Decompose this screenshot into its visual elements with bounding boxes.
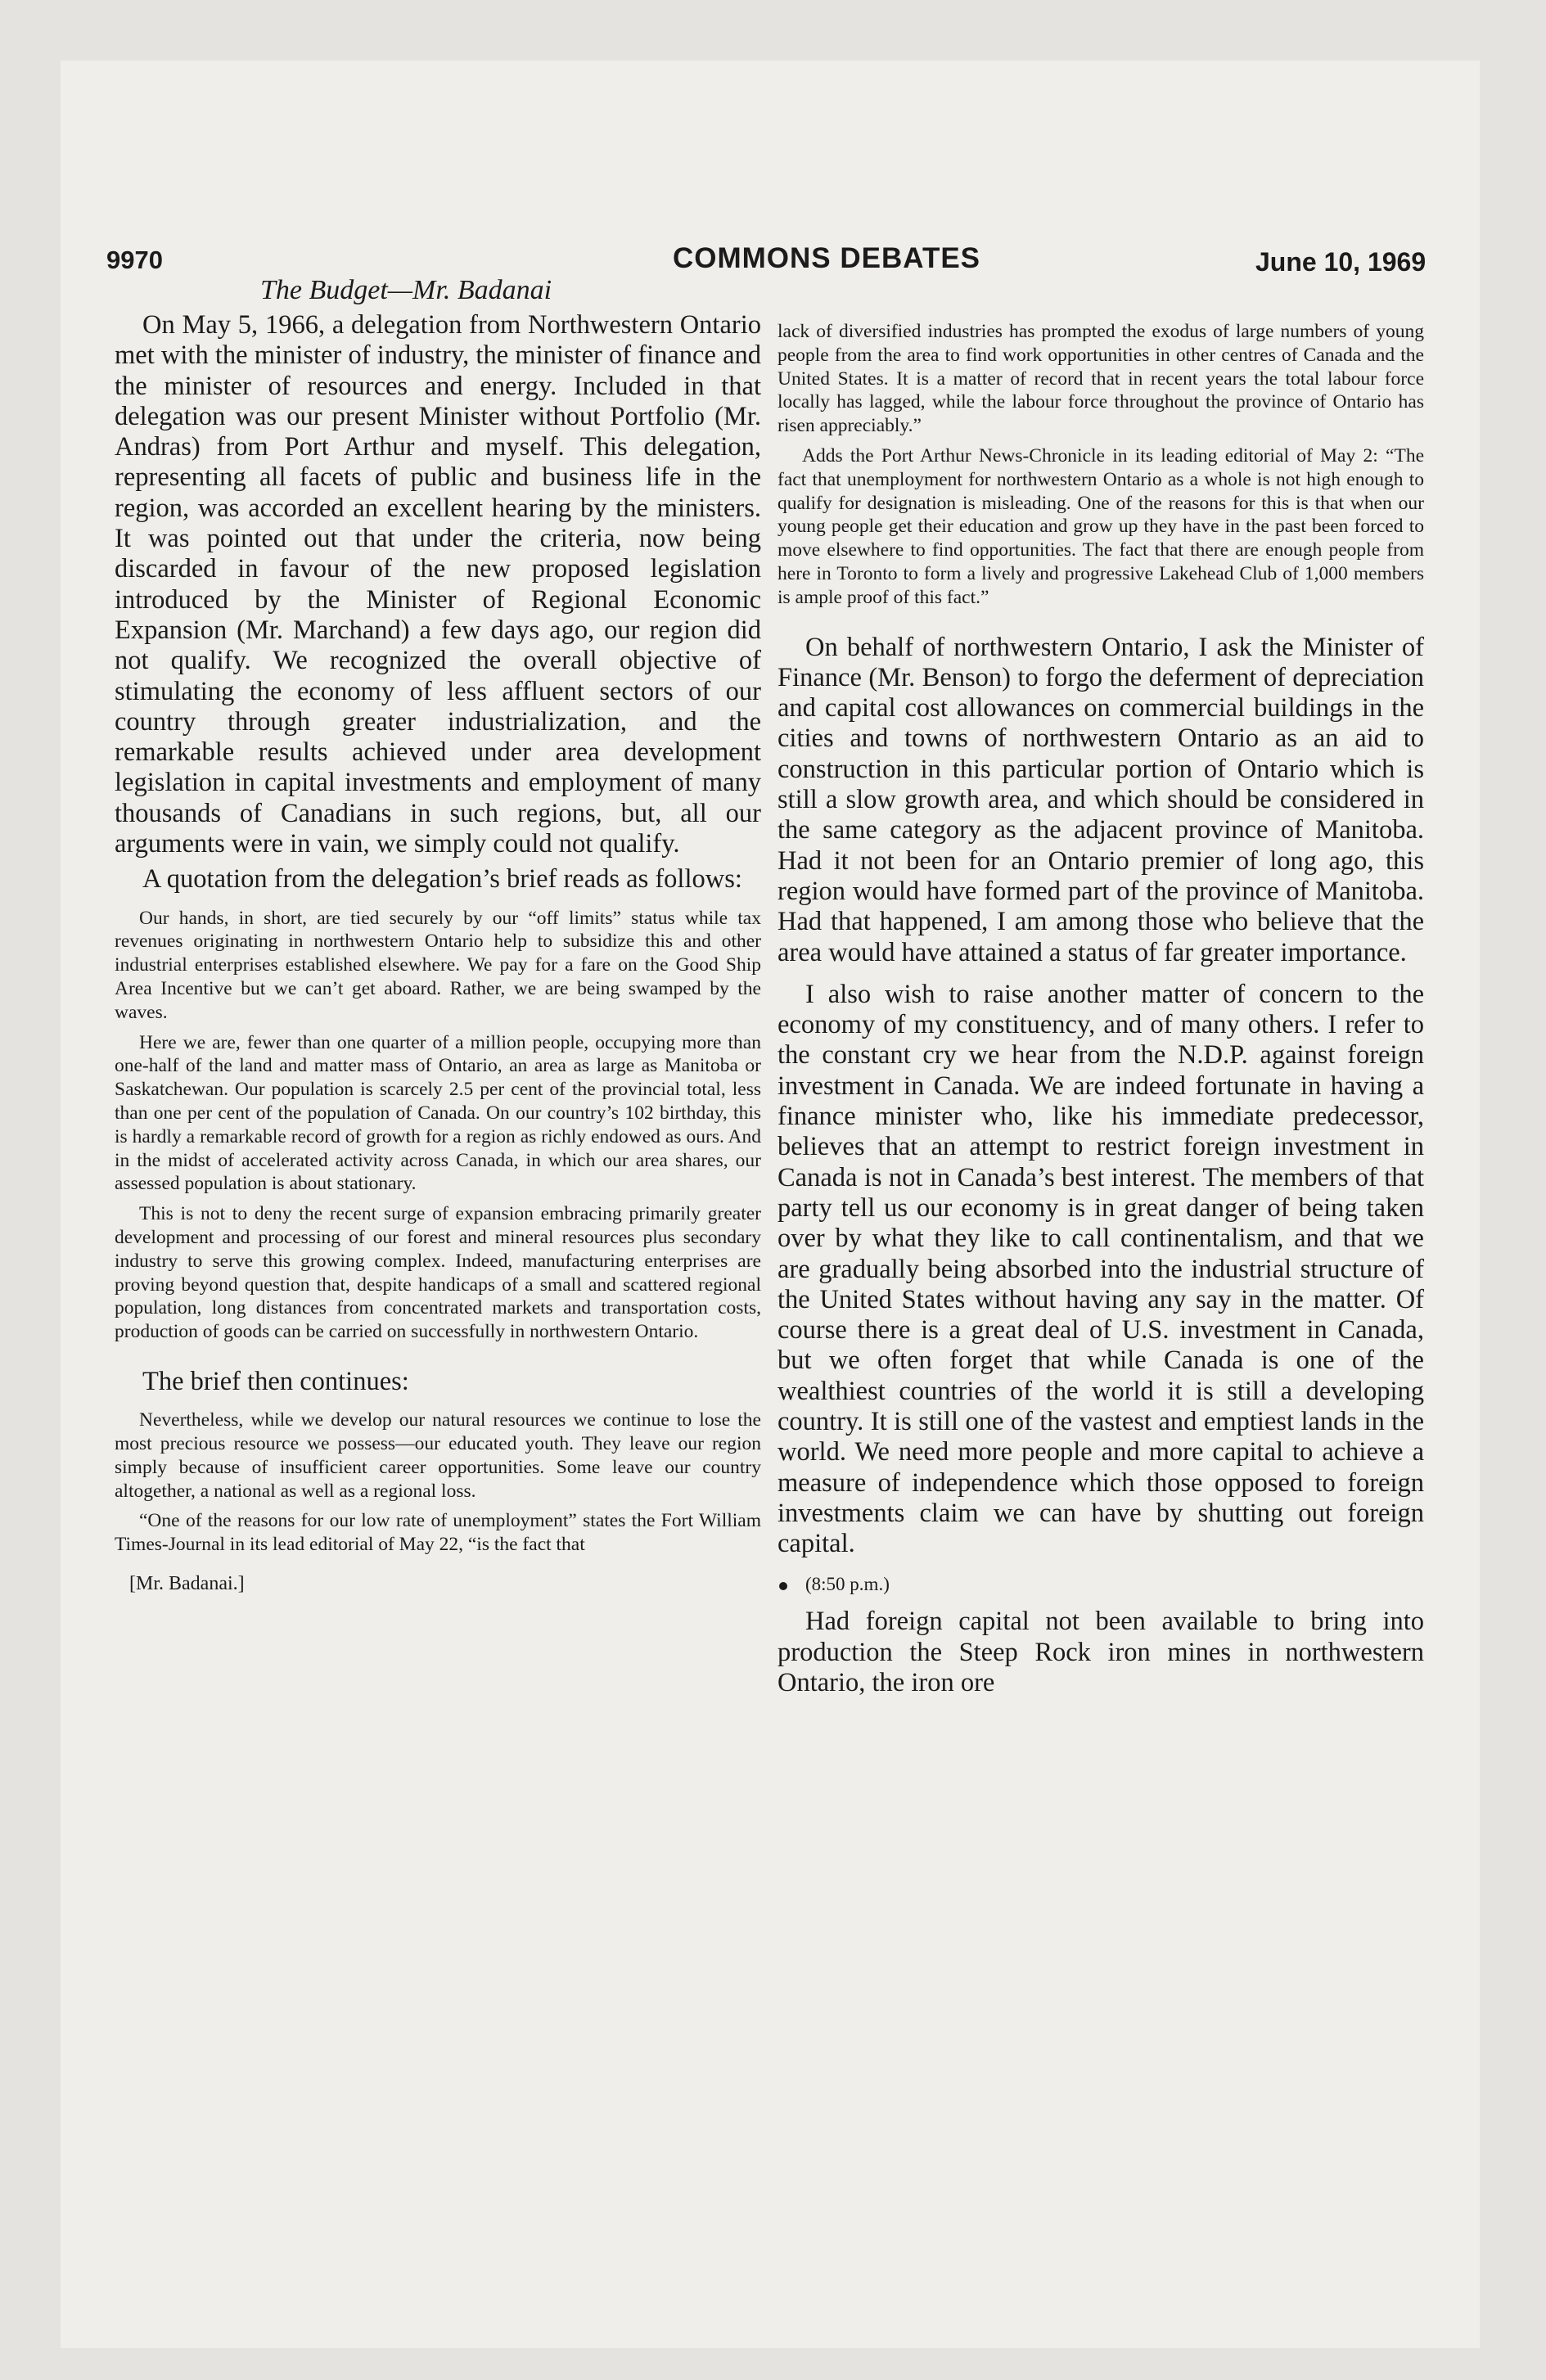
- quotation: [115, 1409, 761, 1557]
- paragraph: I also wish to raise another matter of concern to the economy of my constituency, and of many others. I refer to the constant cry we hear from the N.D.P. against foreign investment in Canada. We are indeed fortunate in having a finance minister who, like his immediate predecessor, believes that an attempt to restrict foreign investment in Canada is not in Canada’s best interest. The members of that party tell us our economy is in great danger of being taken over by what they like to call continentalism, and that we are gradually being absorbed into the industrial structure of the United States without having any say in the matter. Of course there is a great deal of U.S. investment in Canada, but we often forget that while Canada is one of the wealthiest countries of the world it is still a developing country. It is still one of the vastest and emptiest lands in the world. We need more people and more capital to achieve a measure of independence which those opposed to foreign investments claim we can have by shutting out foreign capital.: [778, 979, 1424, 1559]
- paragraph: Had foreign capital not been available to bring into production the Steep Rock iron mines in northwestern Ontario, the iron ore: [778, 1607, 1424, 1698]
- quote-paragraph: “One of the reasons for our low rate of unemployment” states the Fort William Times-Journal in its lead editorial of May 22, “is the fact that: [115, 1510, 761, 1556]
- quote-paragraph: Here we are, fewer than one quarter of a million people, occupying more than one-half of the land and matter mass of Ontario, an area as large as Manitoba or Saskatchewan. Our population is scarcely 2.5 per cent of the provincial total, less than one per cent of the population of Canada. On our country’s 102 birthday, this is hardly a remarkable record of growth for a region as richly endowed as ours. And in the midst of accelerated activity across Canada, in which our area shares, our assessed population is about stationary.: [115, 1031, 761, 1195]
- running-subtitle: The Budget—Mr. Badanai: [260, 275, 552, 305]
- paragraph: On behalf of northwestern Ontario, I ask the Minister of Finance (Mr. Benson) to forgo the deferment of depreciation and capital cost allowances on commercial buildings in the cities and towns of northwestern Ontario as an aid to construction in this particular portion of Ontario which is still a slow growth area, and which should be considered in the same category as the adjacent province of Manitoba. Had it not been for an Ontario premier of long ago, this region would have formed part of the province of Manitoba. Had that happened, I am among those who believe that the area would have attained a status of far greater importance.: [778, 632, 1424, 967]
- timestamp-text: (8:50 p.m.): [805, 1574, 890, 1595]
- quotation: [115, 907, 761, 1344]
- publication-title: COMMONS DEBATES: [673, 242, 981, 274]
- quote-paragraph: Nevertheless, while we develop our natural resources we continue to lose the most precious resource we possess—our educated youth. They leave our region simply because of insufficient career opportunities. Some leave our country altogether, a national as well as a regional loss.: [115, 1409, 761, 1502]
- quote-paragraph: Adds the Port Arthur News-Chronicle in its leading editorial of May 2: “The fact that unemployment for northwestern Ontario as a whole is not high enough to qualify for designation is misleading. One of the reasons for this is that when our young people get their education and grow up they have in the past been forced to move elsewhere to find opportunities. The fact that there are enough people from here in Toronto to form a lively and progressive Lakehead Club of 1,000 members is ample proof of this fact.”: [778, 444, 1424, 608]
- left-column: [115, 310, 761, 1595]
- bullet-icon: [779, 1582, 787, 1590]
- speaker-attribution: [Mr. Badanai.]: [129, 1573, 245, 1595]
- timestamp: [778, 1574, 1424, 1595]
- paragraph: The brief then continues:: [142, 1366, 409, 1396]
- right-column: [778, 320, 1424, 1698]
- page-number: 9970: [106, 246, 163, 274]
- quote-paragraph: This is not to deny the recent surge of expansion embracing primarily greater development and processing of our forest and mineral resources plus secondary industry to serve this growing complex. Indeed, manufacturing enterprises are proving beyond question that, despite handicaps of a small and scattered regional population, long distances from concentrated markets and transportation costs, production of goods can be carried on successfully in northwestern Ontario.: [115, 1203, 761, 1343]
- page: [61, 61, 1480, 2348]
- publication-date: June 10, 1969: [1255, 247, 1427, 277]
- quote-paragraph: Our hands, in short, are tied securely by our “off limits” status while tax revenues originating in northwestern Ontario help to subsidize this and other industrial enterprises established elsewhere. We pay for a fare on the Good Ship Area Incentive but we can’t get aboard. Rather, we are being swamped by the waves.: [115, 907, 761, 1023]
- paragraph: On May 5, 1966, a delegation from Northwestern Ontario met with the minister of industry, the minister of finance and the minister of resources and energy. Included in that delegation was our present Minister without Portfolio (Mr. Andras) from Port Arthur and myself. This delegation, representing all facets of public and business life in the region, was accorded an excellent hearing by the ministers. It was pointed out that under the criteria, now being discarded in favour of the new proposed legislation introduced by the Minister of Regional Economic Expansion (Mr. Marchand) a few days ago, our region did not qualify. We recognized the overall objective of stimulating the economy of less affluent sectors of our country through greater industrialization, and the remarkable results achieved under area development legislation in capital investments and employment of many thousands of Canadians in such regions, but, all our arguments were in vain, we simply could not qualify.: [115, 310, 761, 859]
- quote-paragraph: lack of diversified industries has prompted the exodus of large numbers of young people from the area to find work opportunities in other centres of Canada and the United States. It is a matter of record that in recent years the total labour force locally has lagged, while the labour force throughout the province of Ontario has risen appreciably.”: [778, 321, 1424, 437]
- quotation: [778, 320, 1424, 610]
- paragraph: A quotation from the delegation’s brief reads as follows:: [142, 864, 742, 895]
